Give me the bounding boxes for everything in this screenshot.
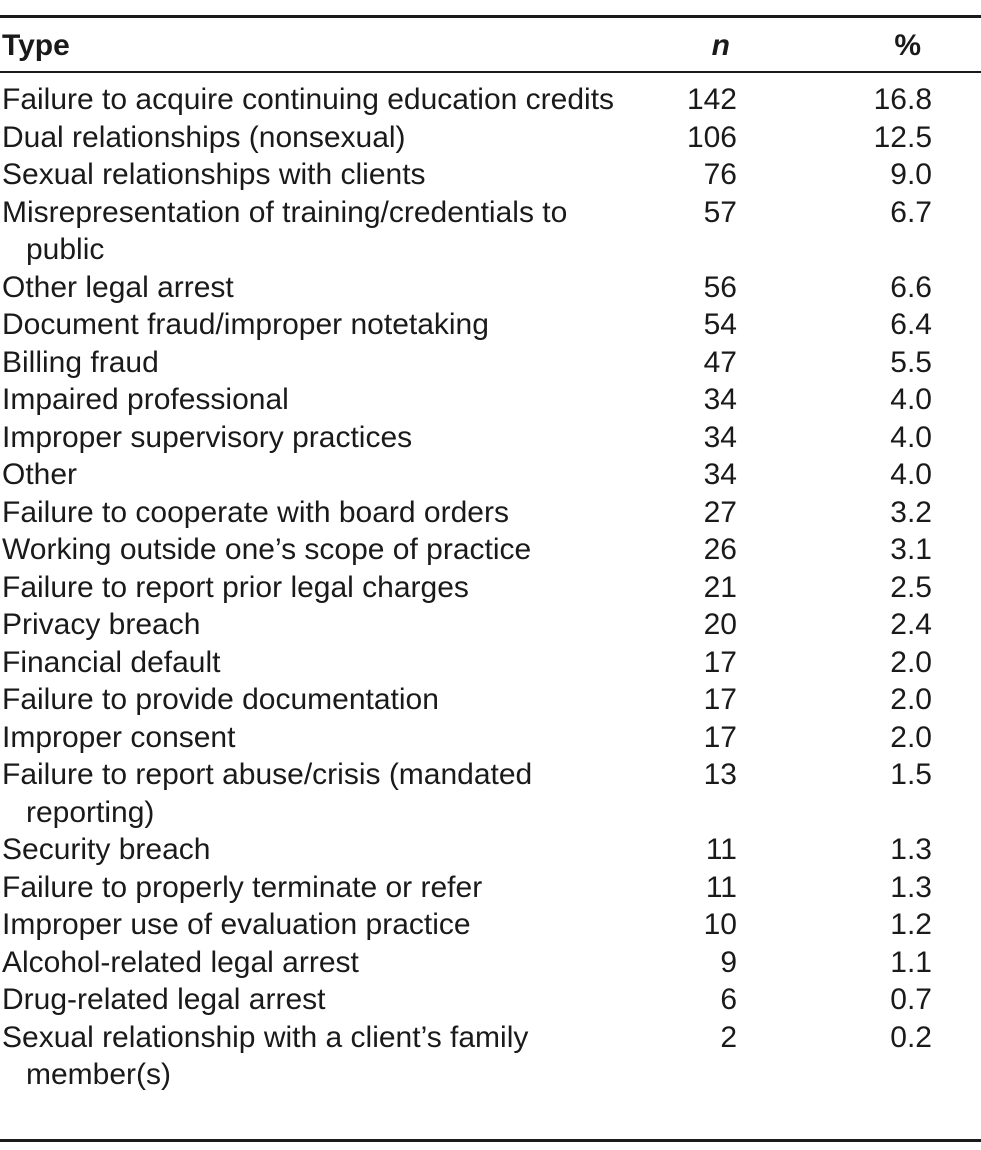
cell-percent: 2.0 (890, 683, 932, 716)
table-row (0, 156, 981, 194)
table-row (0, 981, 981, 1019)
cell-type (0, 981, 642, 1019)
cell-percent: 4.0 (890, 420, 932, 454)
cell-type (0, 494, 642, 532)
type-text: Failure to properly terminate or refer (2, 870, 483, 904)
cell-type (0, 456, 642, 494)
cell-n: 17 (703, 645, 737, 679)
cell-n: 20 (703, 608, 737, 641)
table-row (0, 194, 981, 269)
cell-type (0, 344, 642, 382)
cell-n: 26 (703, 533, 737, 566)
cell-spacer (932, 156, 981, 194)
cell-n: 47 (703, 345, 737, 379)
cell-n: 57 (703, 195, 737, 229)
cell-spacer (932, 944, 981, 982)
violations-table (0, 81, 981, 1094)
cell-n: 27 (703, 495, 737, 529)
cell-spacer (932, 344, 981, 382)
type-text: Failure to cooperate with board orders (2, 495, 509, 529)
cell-type (0, 644, 642, 682)
type-text: Sexual relationship with a client’s family member(s) (2, 1020, 529, 1091)
cell-type (0, 269, 642, 307)
cell-percent: 4.0 (890, 458, 932, 491)
type-text: Alcohol-related legal arrest (2, 945, 359, 979)
cell-spacer (932, 1019, 981, 1094)
cell-type (0, 156, 642, 194)
table-row (0, 906, 981, 944)
cell-percent: 1.3 (890, 833, 932, 866)
type-text: Failure to acquire continuing education credits (2, 83, 615, 116)
cell-spacer (932, 606, 981, 644)
cell-n: 34 (703, 458, 737, 491)
cell-type (0, 719, 642, 757)
cell-percent: 4.0 (890, 383, 932, 416)
cell-spacer (932, 719, 981, 757)
table-row (0, 81, 981, 119)
cell-spacer (932, 831, 981, 869)
cell-spacer (932, 494, 981, 532)
cell-percent: 2.5 (890, 570, 932, 604)
cell-spacer (932, 569, 981, 607)
cell-spacer (932, 644, 981, 682)
cell-type (0, 194, 642, 269)
cell-spacer (932, 419, 981, 457)
type-text: Financial default (2, 645, 221, 679)
cell-n: 2 (720, 1020, 737, 1054)
cell-percent: 0.7 (890, 983, 932, 1016)
cell-n: 54 (703, 308, 737, 341)
top-rule (0, 15, 981, 18)
cell-type (0, 81, 642, 119)
cell-percent: 12.5 (873, 120, 932, 154)
table-row (0, 381, 981, 419)
table-row (0, 569, 981, 607)
table-row (0, 756, 981, 831)
type-text: Other legal arrest (2, 270, 234, 304)
cell-n: 76 (703, 158, 737, 191)
type-text: Misrepresentation of training/credentials to public (2, 195, 568, 266)
cell-percent: 1.5 (890, 758, 932, 791)
type-text: Failure to provide documentation (2, 683, 439, 716)
type-text: Improper use of evaluation practice (2, 908, 471, 941)
cell-n: 6 (720, 983, 737, 1016)
cell-spacer (932, 119, 981, 157)
type-text: Security breach (2, 833, 211, 866)
cell-n: 34 (703, 383, 737, 416)
cell-type (0, 944, 642, 982)
cell-type (0, 756, 642, 831)
cell-percent: 2.4 (890, 608, 932, 641)
cell-type (0, 869, 642, 907)
table-row (0, 119, 981, 157)
header-percent: % (894, 29, 921, 62)
cell-spacer (932, 306, 981, 344)
bottom-rule (0, 1139, 981, 1142)
cell-n: 10 (703, 908, 737, 941)
cell-percent: 2.0 (890, 720, 932, 754)
type-text: Impaired professional (2, 383, 289, 416)
table-header (0, 24, 981, 68)
cell-type (0, 119, 642, 157)
type-text: Improper consent (2, 720, 236, 754)
cell-n: 13 (703, 758, 737, 791)
cell-n: 34 (703, 420, 737, 454)
cell-spacer (932, 681, 981, 719)
cell-n: 56 (703, 270, 737, 304)
table-row (0, 606, 981, 644)
cell-percent: 3.1 (890, 533, 932, 566)
cell-type (0, 569, 642, 607)
cell-percent: 5.5 (890, 345, 932, 379)
cell-spacer (932, 906, 981, 944)
type-text: Privacy breach (2, 608, 201, 641)
table-row (0, 719, 981, 757)
table-row (0, 306, 981, 344)
type-text: Improper supervisory practices (2, 420, 413, 454)
type-text: Failure to report abuse/crisis (mandated reporting) (2, 758, 533, 829)
table-row (0, 531, 981, 569)
cell-type (0, 531, 642, 569)
header-n: n (711, 29, 730, 62)
cell-type (0, 1019, 642, 1094)
cell-spacer (932, 81, 981, 119)
table-row (0, 494, 981, 532)
cell-spacer (932, 531, 981, 569)
cell-percent: 1.2 (890, 908, 932, 941)
table-row (0, 644, 981, 682)
table-row (0, 944, 981, 982)
cell-spacer (932, 194, 981, 269)
cell-type (0, 419, 642, 457)
table-row (0, 456, 981, 494)
header-type: Type (2, 29, 70, 62)
table-row (0, 831, 981, 869)
cell-percent: 6.6 (890, 270, 932, 304)
cell-n: 17 (703, 720, 737, 754)
cell-type (0, 606, 642, 644)
type-text: Working outside one’s scope of practice (2, 533, 532, 566)
cell-n: 17 (703, 683, 737, 716)
table-row (0, 869, 981, 907)
type-text: Document fraud/improper notetaking (2, 308, 489, 341)
type-text: Other (2, 458, 78, 491)
cell-percent: 3.2 (890, 495, 932, 529)
cell-percent: 16.8 (873, 83, 932, 116)
table-row (0, 1019, 981, 1094)
cell-spacer (932, 456, 981, 494)
cell-n: 142 (686, 83, 737, 116)
cell-percent: 1.3 (890, 870, 932, 904)
cell-percent: 1.1 (890, 945, 932, 979)
cell-spacer (932, 981, 981, 1019)
table-row (0, 681, 981, 719)
cell-spacer (932, 381, 981, 419)
cell-type (0, 906, 642, 944)
table-row (0, 344, 981, 382)
type-text: Failure to report prior legal charges (2, 570, 469, 604)
cell-type (0, 681, 642, 719)
cell-n: 21 (703, 570, 737, 604)
cell-spacer (932, 756, 981, 831)
type-text: Drug-related legal arrest (2, 983, 326, 1016)
cell-percent: 2.0 (890, 645, 932, 679)
cell-type (0, 831, 642, 869)
cell-n: 106 (686, 120, 737, 154)
cell-type (0, 381, 642, 419)
cell-spacer (932, 869, 981, 907)
type-text: Sexual relationships with clients (2, 158, 426, 191)
cell-percent: 0.2 (890, 1020, 932, 1054)
cell-type (0, 306, 642, 344)
header-rule (0, 71, 981, 73)
table-row (0, 419, 981, 457)
cell-percent: 9.0 (890, 158, 932, 191)
cell-percent: 6.4 (890, 308, 932, 341)
type-text: Billing fraud (2, 345, 159, 379)
cell-n: 9 (720, 945, 737, 979)
type-text: Dual relationships (nonsexual) (2, 120, 406, 154)
cell-percent: 6.7 (890, 195, 932, 229)
cell-n: 11 (705, 833, 737, 866)
cell-n: 11 (705, 870, 737, 904)
table-row (0, 269, 981, 307)
cell-spacer (932, 269, 981, 307)
